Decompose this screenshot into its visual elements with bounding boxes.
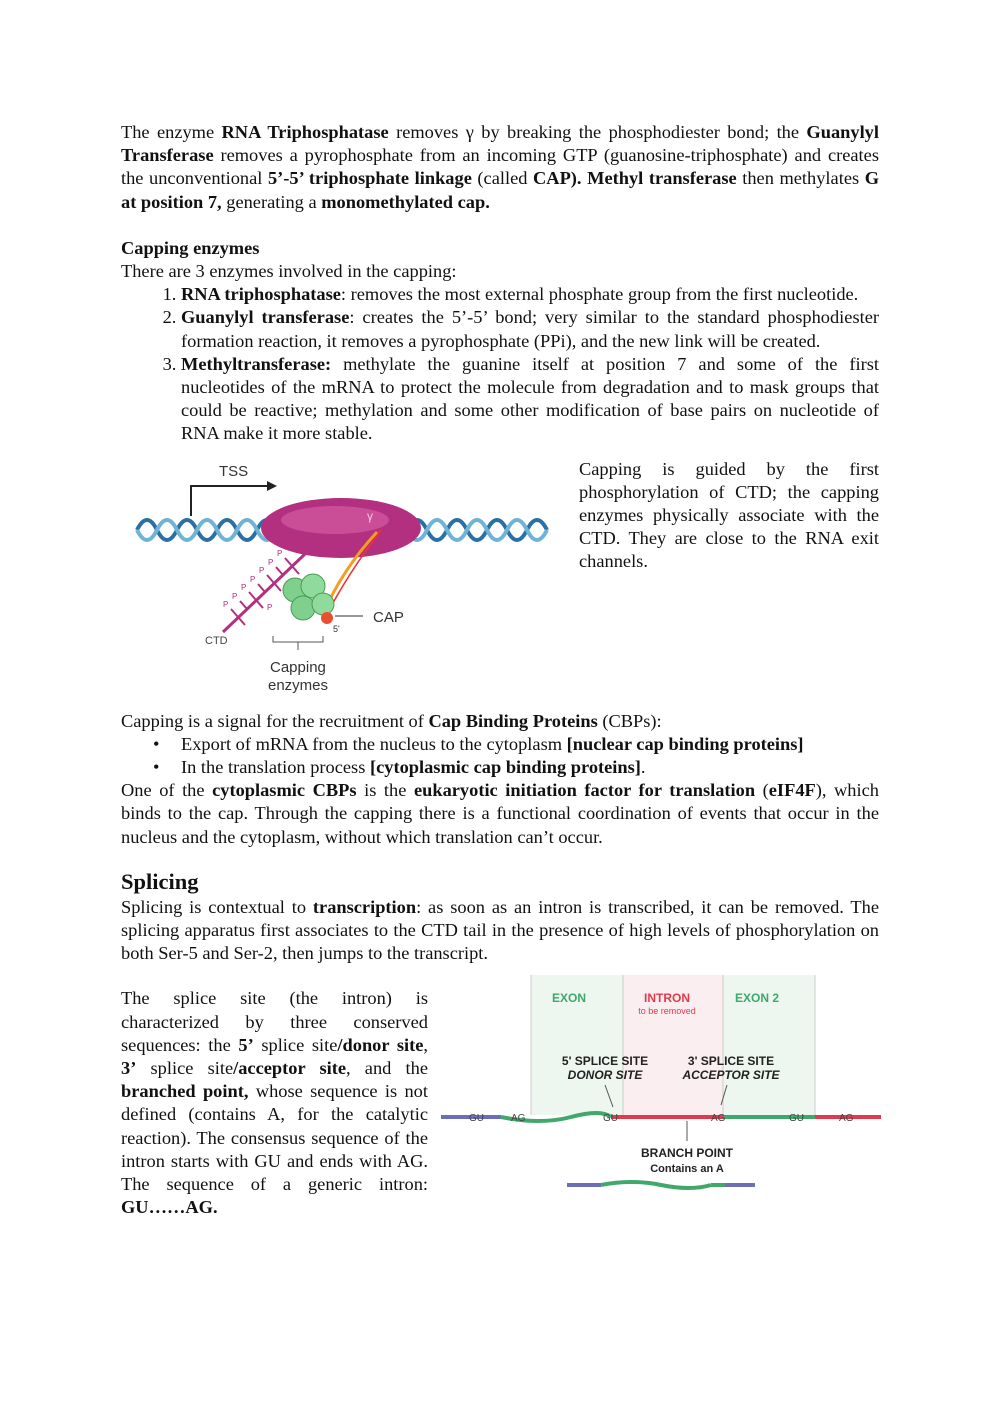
enzymes-bracket [273, 636, 323, 642]
exon2-label: EXON 2 [734, 991, 780, 1006]
svg-text:AG: AG [511, 1113, 526, 1125]
list-item: 3. Methyltransferase: methylate the guanine itself at position 7 and some of the first nucleotides of the mRNA to protect the molecule from degradation and to mask groups that could be reactive; methylation and some other modification of base pairs on nucleotide of RNA make it more stable. [181, 353, 879, 446]
splicing-heading: Splicing [121, 868, 199, 894]
capping-enzyme-ball [312, 593, 334, 615]
product-exon1 [601, 1182, 711, 1188]
svg-text:GU: GU [603, 1113, 618, 1125]
dna-strand-right-2 [407, 520, 547, 540]
svg-text:P: P [267, 602, 273, 612]
list-item: 1. RNA triphosphatase: removes the most external phosphate group from the first nucleotide. [181, 283, 879, 306]
capping-lead: There are 3 enzymes involved in the capping: [121, 261, 457, 282]
svg-text:GU: GU [789, 1113, 804, 1125]
cbp-lead: Capping is a signal for the recruitment of Cap Binding Proteins (CBPs): [121, 710, 662, 731]
capping-enzymes-label-1: Capping [270, 658, 326, 676]
tss-arrow [191, 486, 267, 516]
capping-side-text: Capping is guided by the first phosphorylation of CTD; the capping enzymes physically associate with the CTD. They are close to the RNA exit channels. [579, 458, 879, 572]
intro-paragraph: The enzyme RNA Triphosphatase removes γ by breaking the phosphodiester bond; the Guanylyl Transferase removes a pyrophosphate from an incoming GTP (guanosine-triphosphate) and creates the unconventional 5’-5’ triphosphate linkage (called CAP). Methyl transferase then methylates G at position 7, generating a monomethylated cap. [121, 122, 880, 212]
cbp-paragraph: One of the cytoplasmic CBPs is the eukaryotic initiation factor for translation (eIF4F), which binds to the cap. Through the capping there is a functional coordination of events that occur in the nucleus and the cytoplasm, without which translation can’t occur. [121, 780, 879, 847]
gamma-label: γ [367, 508, 373, 523]
intron-label: INTRON [644, 991, 690, 1006]
capping-enzyme-ball [291, 596, 315, 620]
svg-text:GU: GU [469, 1113, 484, 1125]
five-splice-site-label: 5' SPLICE SITE [561, 1054, 649, 1069]
to-be-removed-label: to be removed [638, 1006, 696, 1017]
three-splice-site-label: 3' SPLICE SITE [687, 1054, 775, 1069]
cap-label: CAP [373, 608, 404, 626]
tss-arrowhead [267, 481, 277, 491]
capping-enzyme-list [121, 283, 879, 445]
contains-an-a-label: Contains an A [650, 1163, 724, 1176]
capping-heading: Capping enzymes [121, 237, 260, 258]
svg-text:P: P [241, 582, 247, 592]
cap-structure [321, 612, 333, 624]
tss-label: TSS [219, 462, 249, 480]
splicing-paragraph: Splicing is contextual to transcription: as soon as an intron is transcribed, it can be removed. The splicing apparatus first associates to the CTD tail in the presence of high levels of phosphorylation on both Ser-5 and Ser-2, then jumps to the transcript. [121, 896, 879, 964]
branch-point-label: BRANCH POINT [641, 1146, 733, 1161]
dna-strand-left-2 [137, 520, 277, 540]
ctd-label: CTD [205, 634, 228, 647]
capping-diagram [127, 450, 557, 708]
exon1-label: EXON [551, 991, 587, 1006]
svg-text:P: P [232, 591, 238, 601]
cbp-list [121, 733, 879, 779]
list-item: • In the translation process [cytoplasmic cap binding proteins]. [181, 756, 879, 779]
page [121, 121, 879, 1220]
svg-text:AG: AG [711, 1113, 726, 1125]
splicing-diagram [441, 975, 881, 1193]
svg-text:AG: AG [839, 1113, 854, 1125]
svg-text:P: P [250, 574, 256, 584]
list-item: • Export of mRNA from the nucleus to the cytoplasm [nuclear cap binding proteins] [181, 733, 879, 756]
five-prime-label: 5' [333, 623, 340, 634]
capping-enzymes-label-2: enzymes [268, 676, 329, 694]
donor-site-label: DONOR SITE [567, 1068, 643, 1083]
svg-text:P: P [277, 548, 283, 558]
svg-text:P: P [268, 557, 274, 567]
list-item: 2. Guanylyl transferase: creates the 5’-5’ bond; very similar to the standard phosphodiester formation reaction, it removes a pyrophosphate (PPi), and the new link will be created. [181, 306, 879, 352]
splice-site-text: The splice site (the intron) is characterized by three conserved sequences: the 5’ splice site/donor site, 3’ splice site/acceptor site, and the branched point, whose sequence is not defined (contains A, for the catalytic reaction). The consensus sequence of the intron starts with GU and ends with AG. The sequence of a generic intron: GU……AG. [121, 988, 428, 1218]
svg-text:P: P [223, 599, 229, 609]
svg-text:P: P [259, 565, 265, 575]
acceptor-site-label: ACCEPTOR SITE [682, 1068, 780, 1083]
